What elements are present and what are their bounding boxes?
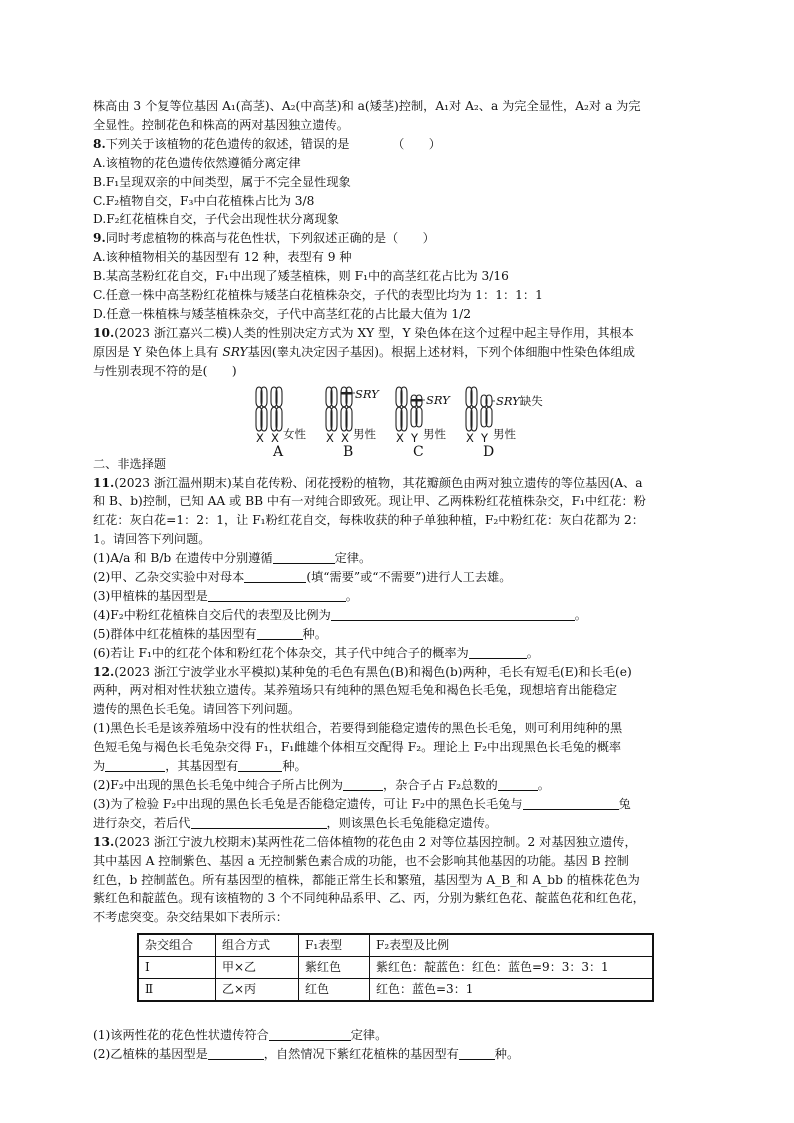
- sry-band-b: [341, 392, 352, 395]
- question-13-number: 13.: [93, 834, 115, 849]
- q11-s1-tail: 定律。: [334, 551, 372, 566]
- fig-d-letter: D: [483, 443, 495, 460]
- question-11: [93, 474, 705, 493]
- question-11-sub-5: [93, 625, 705, 644]
- q12-s1-mid: ，其基因型有: [165, 759, 239, 774]
- q12-s1-text: 为: [93, 759, 106, 774]
- question-11-line-2: 和 B、b)控制，已知 AA 或 BB 中有一对纯合即致死。现让甲、乙两株粉红花植株杂交，F₁中红花：粉: [93, 494, 646, 509]
- question-9-option-c: C.任意一株中高茎粉红花植株与矮茎白花植株杂交，子代的表型比均为 1：1：1：1: [93, 288, 543, 303]
- fig-b-right: X: [341, 430, 349, 445]
- table-header-row: [138, 934, 653, 956]
- table-cell: Ⅰ: [138, 957, 216, 979]
- table-cell: 红色：蓝色=3：1: [370, 979, 654, 1001]
- question-8-option-a: A.该植物的花色遗传依然遵循分离定律: [93, 155, 301, 170]
- table-row: [138, 957, 653, 979]
- question-13-line-4: 紫红色和靛蓝色。现有该植物的 3 个不同纯种品系甲、乙、丙，分别为紫红色花、靛蓝色花和红色花，: [93, 891, 645, 906]
- question-11-sub-6: [93, 644, 705, 663]
- question-11-line-4: 1。请回答下列问题。: [93, 532, 211, 547]
- q11-s6-text: (6)若让 F₁中的红花个体和粉红花个体杂交，其子代中纯合子的概率为: [93, 645, 469, 660]
- q11-s5-text: (5)群体中红花植株的基因型有: [93, 626, 257, 641]
- fig-a-left: X: [256, 430, 264, 445]
- question-13-sub-1: [93, 1026, 705, 1045]
- q11-s4-tail: 。: [574, 607, 587, 622]
- answer-blank-12-1a[interactable]: [105, 758, 165, 772]
- question-8: [93, 135, 705, 154]
- table-cell: 红色: [299, 979, 370, 1001]
- answer-blank-11-1[interactable]: [273, 550, 335, 564]
- intro-line-1: 株高由 3 个复等位基因 A₁(高茎)、A₂(中高茎)和 a(矮茎)控制，A₁对 A₂、a 为完全显性，A₂对 a 为完: [93, 99, 641, 113]
- question-12-sub-3-line-1: [93, 795, 705, 814]
- answer-blank-11-4[interactable]: [331, 607, 575, 621]
- question-12-line-3: 遗传的黑色长毛兔。请回答下列问题。: [93, 702, 301, 717]
- answer-blank-12-3b[interactable]: [191, 815, 327, 829]
- fig-d-gene-suffix: 缺失: [519, 393, 543, 408]
- fig-d-gene: SRY: [496, 393, 520, 408]
- question-13-line-3: 红色，b 控制蓝色。所有基因型的植株，都能正常生长和繁殖，基因型为 A_B_和 A_bb 的植株花色为: [93, 872, 640, 887]
- question-8-option-b: B.F₁呈现双亲的中间类型，属于不完全显性现象: [93, 174, 351, 189]
- fig-b-sex: 男性: [353, 426, 376, 441]
- table-cell: 紫红色：靛蓝色：红色：蓝色=9：3：3：1: [370, 957, 654, 979]
- answer-blank-12-2b[interactable]: [498, 777, 538, 791]
- question-11-number: 11.: [93, 475, 115, 490]
- table-header-cell: F₁表型: [299, 934, 370, 956]
- q12-s3-mid: 兔: [618, 796, 631, 811]
- fig-a-right: X: [271, 430, 279, 445]
- q11-s1-text: (1)A/a 和 B/b 在遗传中分别遵循: [93, 551, 273, 566]
- fig-a-sex: 女性: [283, 426, 306, 441]
- question-9-option-a: A.该种植物相关的基因型有 12 种，表型有 9 种: [93, 250, 352, 265]
- q13-s1-tail: 定律。: [350, 1027, 388, 1042]
- chromosome-x-c: [396, 387, 407, 431]
- question-12-line-1: (2023 浙江宁波学业水平模拟)某种兔的毛色有黑色(B)和褐色(b)两种，毛长有短毛(E)和长毛(e): [114, 664, 632, 679]
- fig-c-sex: 男性: [423, 426, 446, 441]
- q12-s2-text: (2)F₂中出现的黑色长毛兔中纯合子所占比例为: [93, 778, 343, 792]
- answer-blank-11-5[interactable]: [257, 626, 303, 640]
- question-10-number: 10.: [93, 325, 115, 340]
- answer-blank-13-2b[interactable]: [459, 1046, 495, 1060]
- fig-d-left: X: [466, 430, 474, 445]
- fig-b-gene: SRY: [355, 386, 379, 401]
- chromosome-figure: [93, 385, 705, 460]
- chromosome-x-a1: [256, 387, 267, 431]
- fig-c-letter: C: [413, 443, 424, 460]
- q12-s2-tail: 。: [537, 778, 550, 792]
- question-10-line-3: 与性别表现不符的是( ): [93, 363, 237, 378]
- question-11-sub-3: [93, 587, 705, 606]
- question-12-sub-1-line-3: [93, 757, 705, 776]
- q11-s2-text: (2)甲、乙杂交实验中对母本: [93, 570, 245, 585]
- fig-d-gene-label: [496, 392, 543, 411]
- q12-s2-mid: ，杂合子占 F₂总数的: [382, 778, 498, 792]
- chromosome-x-b1: [326, 387, 337, 431]
- table-cell: 甲×乙: [216, 957, 299, 979]
- question-11-sub-4: [93, 606, 705, 625]
- question-9-stem: 同时考虑植物的株高与花色性状，下列叙述正确的是（ ）: [105, 231, 435, 246]
- fig-b-letter: B: [343, 443, 354, 460]
- answer-blank-13-2a[interactable]: [208, 1046, 264, 1060]
- fig-b-left: X: [326, 430, 334, 445]
- table-row: [138, 979, 653, 1001]
- q11-s6-tail: 。: [526, 645, 539, 660]
- question-10: [93, 324, 705, 343]
- fig-d-right: Y: [481, 430, 489, 445]
- cross-results-table: [137, 933, 654, 1002]
- table-header-cell: F₂表型及比例: [370, 934, 654, 956]
- answer-blank-12-2a[interactable]: [343, 777, 383, 791]
- chromosome-y-d: [481, 395, 492, 427]
- answer-blank-11-3[interactable]: [208, 588, 346, 602]
- q13-s2-text: (2)乙植株的基因型是: [93, 1046, 208, 1061]
- question-12: [93, 663, 705, 682]
- table-cell: 紫红色: [299, 957, 370, 979]
- q12-s3-text: (3)为了检验 F₂中出现的黑色长毛兔是否能稳定遗传，可让 F₂中的黑色长毛兔与: [93, 796, 523, 811]
- intro-line-2: 全显性。控制花色和株高的两对基因独立遗传。: [93, 117, 349, 132]
- question-8-stem: 下列关于该植物的花色遗传的叙述，错误的是 （ ）: [105, 136, 441, 151]
- table-cell: Ⅱ: [138, 979, 216, 1001]
- question-8-option-c: C.F₂植物自交，F₃中白花植株占比为 3/8: [93, 193, 315, 208]
- q13-s2-mid: ，自然情况下紫红花植株的基因型有: [263, 1046, 459, 1061]
- table-header-cell: 杂交组合: [138, 934, 216, 956]
- question-9-option-d: D.任意一株植株与矮茎植株杂交，子代中高茎红花的占比最大值为 1/2: [93, 306, 471, 321]
- fig-c-gene: SRY: [426, 392, 450, 407]
- question-11-sub-2: [93, 568, 705, 587]
- answer-blank-12-1b[interactable]: [238, 758, 282, 772]
- table-header-cell: 组合方式: [216, 934, 299, 956]
- fig-c-left: X: [396, 430, 404, 445]
- answer-blank-11-2[interactable]: [244, 569, 306, 583]
- exam-page: [93, 97, 705, 1064]
- question-10-line-2a: 原因是 Y 染色体上具有: [93, 344, 223, 359]
- question-11-line-1: (2023 浙江温州期末)某自花传粉、闭花授粉的植物，其花瓣颜色由两对独立遗传的等位基因(A、a: [114, 475, 643, 490]
- question-13-sub-2: [93, 1045, 705, 1064]
- question-13-line-5: 不考虑突变。杂交结果如下表所示：: [93, 910, 288, 925]
- question-11-line-3: 红花：灰白花=1：2：1，让 F₁粉红花自交，每株收获的种子单独种植，F₂中粉红花：灰白花都为 2：: [93, 513, 644, 528]
- question-11-sub-1: [93, 549, 705, 568]
- q12-s3-tail: ，则该黑色长毛兔能稳定遗传。: [326, 815, 498, 830]
- chromosome-x-d: [466, 387, 477, 431]
- q11-s3-tail: 。: [345, 588, 358, 603]
- question-12-sub-3-line-2: [93, 814, 705, 833]
- q12-s1-tail: 种。: [282, 759, 307, 774]
- question-9: [93, 229, 705, 248]
- fig-d-sex: 男性: [493, 426, 516, 441]
- question-9-option-b: B.某高茎粉红花自交，F₁中出现了矮茎植株，则 F₁中的高茎红花占比为 3/16: [93, 269, 509, 284]
- question-8-number: 8.: [93, 136, 106, 151]
- q11-s2-tail: (填“需要”或“不需要”)进行人工去雄。: [306, 570, 512, 585]
- q11-s4-text: (4)F₂中粉红花植株自交后代的表型及比例为: [93, 607, 331, 622]
- q13-s1-text: (1)该两性花的花色性状遗传符合: [93, 1027, 269, 1042]
- fig-c-right: Y: [411, 430, 419, 445]
- fig-a-letter: A: [273, 443, 284, 460]
- question-12-sub-1-line-1: (1)黑色长毛是该养殖场中没有的性状组合，若要得到能稳定遗传的黑色长毛兔，则可利用纯种的黑: [93, 721, 623, 736]
- section-heading-2: 二、非选择题: [93, 456, 167, 471]
- q12-s3-text-2: 进行杂交，若后代: [93, 815, 191, 830]
- answer-blank-11-6[interactable]: [469, 645, 527, 659]
- question-12-line-2: 两种，两对相对性状独立遗传。某养殖场只有纯种的黑色短毛兔和褐色长毛兔，现想培育出能稳定: [93, 683, 618, 698]
- question-13-line-1: (2023 浙江宁波九校期末)某两性花二倍体植物的花色由 2 对等位基因控制。2 对基因独立遗传，: [114, 834, 637, 849]
- question-12-sub-1-line-2: 色短毛兔与褐色长毛兔杂交得 F₁，F₁雌雄个体相互交配得 F₂。理论上 F₂中出现黑色长毛兔的概率: [93, 740, 622, 755]
- question-13-line-2: 其中基因 A 控制紫色、基因 a 无控制紫色素合成的功能，也不会影响其他基因的功能。基因 B 控制: [93, 853, 629, 868]
- question-10-line-2: [93, 343, 705, 362]
- question-8-option-d: D.F₂红花植株自交，子代会出现性状分离现象: [93, 212, 339, 227]
- question-10-line-2b: 基因(睾丸决定因子基因)。根据上述材料，下列个体细胞中性染色体组成: [247, 344, 635, 359]
- q11-s5-tail: 种。: [302, 626, 327, 641]
- question-12-number: 12.: [93, 664, 115, 679]
- sry-gene-term: SRY: [222, 344, 248, 359]
- q11-s3-text: (3)甲植株的基因型是: [93, 588, 208, 603]
- question-9-number: 9.: [93, 231, 106, 246]
- sry-band-c: [411, 399, 422, 402]
- question-13: [93, 833, 705, 852]
- question-10-line-1: (2023 浙江嘉兴二模)人类的性别决定方式为 XY 型，Y 染色体在这个过程中起主导作用，其根本: [114, 325, 634, 340]
- answer-blank-13-1[interactable]: [269, 1027, 351, 1041]
- question-12-sub-2: [93, 776, 705, 795]
- chromosome-x-a2: [271, 387, 282, 431]
- table-cell: 乙×丙: [216, 979, 299, 1001]
- q13-s2-tail: 种。: [494, 1046, 520, 1061]
- answer-blank-12-3a[interactable]: [523, 796, 619, 810]
